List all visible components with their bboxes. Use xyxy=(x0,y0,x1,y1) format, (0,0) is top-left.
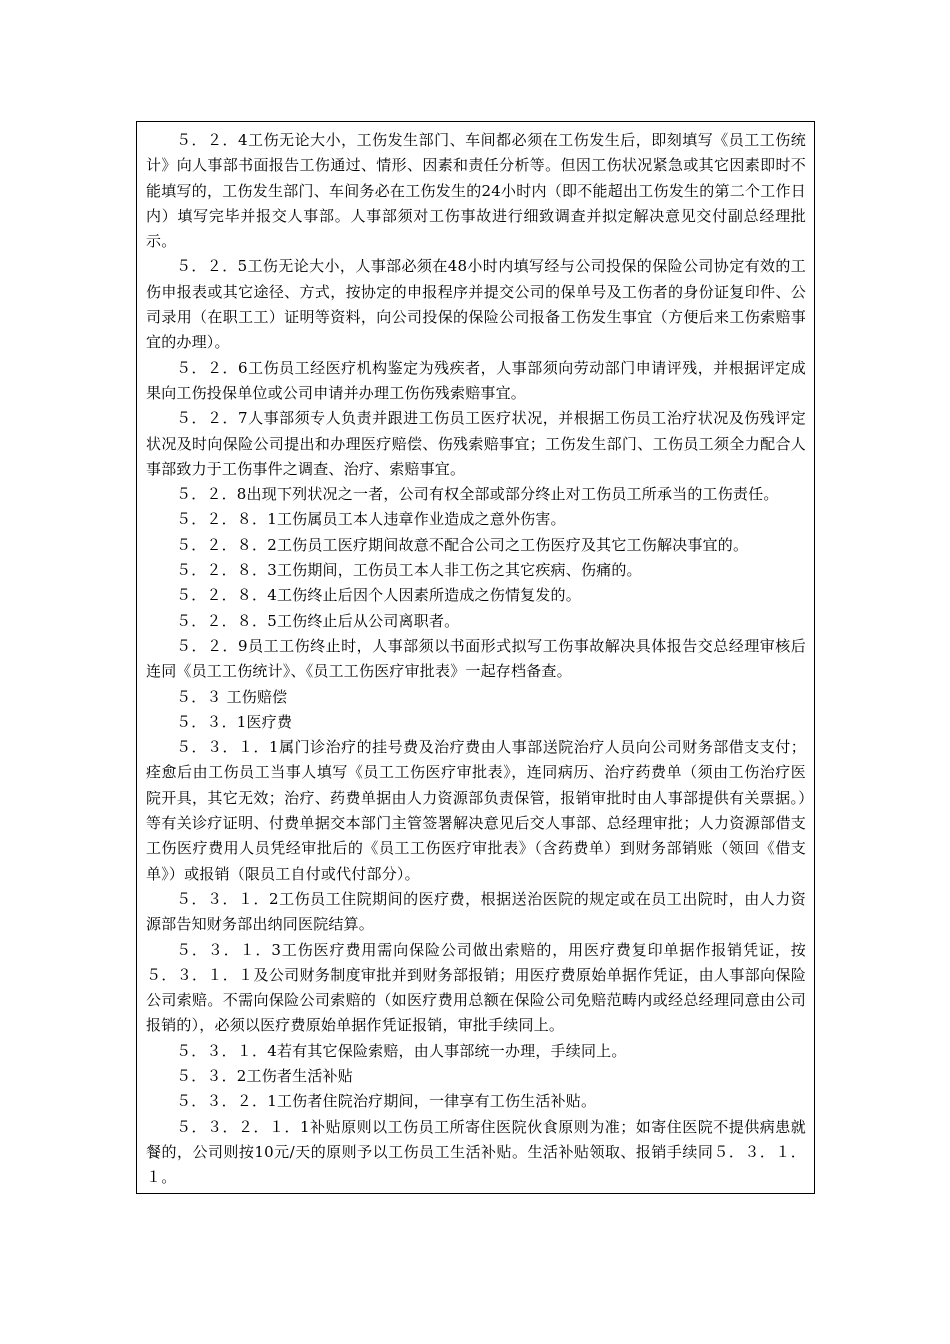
paragraph-5-3-1-4: ５．３．１．4若有其它保险索赔，由人事部统一办理，手续同上。 xyxy=(176,1041,627,1060)
section-heading-5-3-1: ５．３．1医疗费 xyxy=(176,712,293,731)
section-heading-5-3: ５．３ 工伤赔偿 xyxy=(176,687,288,706)
document-frame xyxy=(136,121,815,1194)
paragraph-5-2-8-5: ５．２．８．5工伤终止后从公司离职者。 xyxy=(176,611,460,630)
paragraph-5-2-4: ５．２．4工伤无论大小，工伤发生部门、车间都必须在工伤发生后，即刻填写《员工工伤统计》向人事部书面报告工伤通过、情形、因素和责任分析等。但因工伤状况紧急或其它因素即时不能填写的，工伤发生部门、车间务必在工伤发生的24小时内（即不能超出工伤发生的第二个工作日内）填写完毕并报交人事部。人事部须对工伤事故进行细致调查并拟定解决意见交付副总经理批示。 xyxy=(146,131,806,251)
paragraph-5-3-1-2: ５．３．１．2工伤员工住院期间的医疗费，根据送治医院的规定或在员工出院时，由人力资源部告知财务部出纳同医院结算。 xyxy=(146,889,806,934)
paragraph-5-2-5: ５．２．5工伤无论大小，人事部必须在48小时内填写经与公司投保的保险公司协定有效的工伤申报表或其它途径、方式，按协定的申报程序并提交公司的保单号及工伤者的身份证复印件、公司录用（在职工工）证明等资料，向公司投保的保险公司报备工伤发生事宜（方便后来工伤索赔事宜的办理）。 xyxy=(146,257,806,352)
paragraph-5-3-2-1-1: ５．３．２．１．1补贴原则以工伤员工所寄住医院伙食原则为准；如寄住医院不提供病患就餐的，公司则按10元/天的原则予以工伤员工生活补贴。生活补贴领取、报销手续同５．３．１．１。 xyxy=(146,1117,806,1187)
paragraph-5-3-1-3: ５．３．１．3工伤医疗费用需向保险公司做出索赔的，用医疗费复印单据作报销凭证，按５．３．１．１及公司财务制度审批并到财务部报销；用医疗费原始单据作凭证，由人事部向保险公司索赔。不需向保险公司索赔的（如医疗费用总额在保险公司免赔范畴内或经总经理同意由公司报销的），必须以医疗费原始单据作凭证报销，审批手续同上。 xyxy=(146,940,806,1035)
paragraph-5-3-1-1: ５．３．１．1属门诊治疗的挂号费及治疗费由人事部送院治疗人员向公司财务部借支支付；痊愈后由工伤员工当事人填写《员工工伤医疗审批表》，连同病历、治疗药费单（须由工伤治疗医院开具，其它无效；治疗、药费单据由人力资源部负责保管，报销审批时由人事部提供有关票据。）等有关诊疗证明、付费单据交本部门主管签署解决意见后交人事部、总经理审批；人力资源部借支工伤医疗费用人员凭经审批后的《员工工伤医疗审批表》（含药费单）到财务部销账（领回《借支单》）或报销（限员工自付或代付部分）。 xyxy=(146,738,806,883)
paragraph-5-2-8-2: ５．２．８．2工伤员工医疗期间故意不配合公司之工伤医疗及其它工伤解决事宜的。 xyxy=(176,535,749,554)
paragraph-5-2-8-1: ５．２．８．1工伤属员工本人违章作业造成之意外伤害。 xyxy=(176,510,566,529)
section-heading-5-3-2: ５．３．2工伤者生活补贴 xyxy=(176,1066,353,1085)
paragraph-5-2-8: ５．２．8出现下列状况之一者，公司有权全部或部分终止对工伤员工所承当的工伤责任。 xyxy=(176,485,779,504)
paragraph-5-2-9: ５．２．9员工工伤终止时，人事部须以书面形式拟写工伤事故解决具体报告交总经理审核后连同《员工工伤统计》、《员工工伤医疗审批表》一起存档备查。 xyxy=(146,636,806,681)
paragraph-5-2-8-4: ５．２．８．4工伤终止后因个人因素所造成之伤情复发的。 xyxy=(176,586,581,605)
paragraph-5-3-2-1: ５．３．２．1工伤者住院治疗期间，一律享有工伤生活补贴。 xyxy=(176,1092,597,1111)
paragraph-5-2-7: ５．２．7人事部须专人负责并跟进工伤员工医疗状况，并根据工伤员工治疗状况及伤残评定状况及时向保险公司提出和办理医疗赔偿、伤残索赔事宜；工伤发生部门、工伤员工须全力配合人事部致力于工伤事件之调查、治疗、索赔事宜。 xyxy=(146,409,806,478)
paragraph-5-2-8-3: ５．２．８．3工伤期间，工伤员工本人非工伤之其它疾病、伤痛的。 xyxy=(176,561,642,580)
paragraph-5-2-6: ５．２．6工伤员工经医疗机构鉴定为残疾者，人事部须向劳动部门申请评残，并根据评定成果向工伤投保单位或公司申请并办理工伤伤残索赔事宜。 xyxy=(146,358,806,402)
